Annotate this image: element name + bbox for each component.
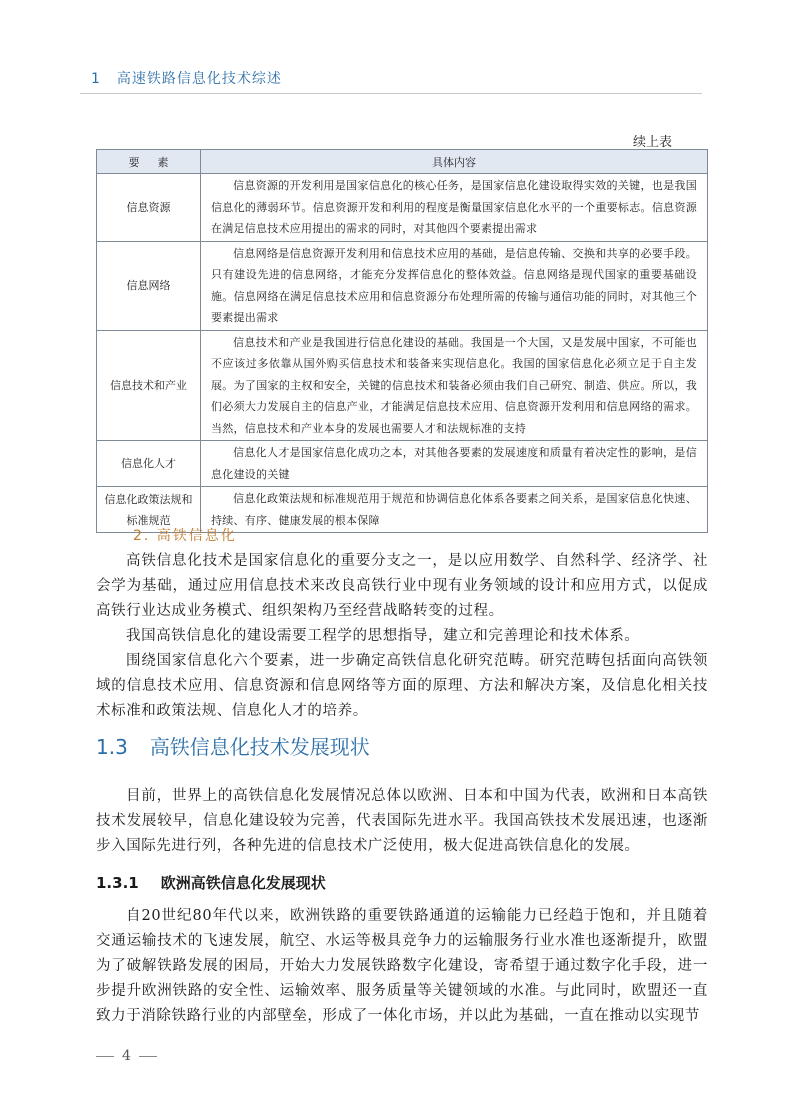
table-row — [97, 330, 708, 441]
row-element-cell: 信息网络 — [97, 241, 201, 330]
body-paragraph: 自20世纪80年代以来，欧洲铁路的重要铁路通道的运输能力已经趋于饱和，并且随着交通运输技术的飞速发展，航空、水运等极具竞争力的运输服务行业水准也逐渐提升，欧盟为了破解铁路发展的困局，开始大力发展铁路数字化建设，寄希望于通过数字化手段，进一步提升欧洲铁路的安全性、运输效率、服务质量等关键领域的水准。与此同时，欧盟还一直致力于消除铁路行业的内部壁垒，形成了一体化市场，并以此为基础，一直在推动以实现节 — [96, 908, 708, 1024]
row-content-cell: 信息技术和产业是我国进行信息化建设的基础。我国是一个大国，又是发展中国家，不可能也不应该过多依靠从国外购买信息技术和装备来实现信息化。我国的国家信息化必须立足于自主发展。为了国家的主权和安全，关键的信息技术和装备必须由我们自己研究、制造、供应。所以，我们必须大力发展自主的信息产业，才能满足信息技术应用、信息资源开发利用和信息网络的需求。当然，信息技术和产业本身的发展也需要人才和法规标准的支持 — [201, 330, 708, 441]
row-element-cell: 信息技术和产业 — [97, 330, 201, 441]
page-number-dash — [139, 1056, 157, 1057]
row-element-cell: 信息化人才 — [97, 441, 201, 487]
chapter-title: 高速铁路信息化技术综述 — [116, 71, 282, 87]
row-content-cell: 信息化人才是国家信息化成功之本，对其他各要素的发展速度和质量有着决定性的影响，是信息化建设的关键 — [201, 441, 708, 487]
section-title: 高铁信息化技术发展现状 — [149, 735, 370, 759]
table-row — [97, 441, 708, 487]
row-content-cell: 信息化政策法规和标准规范用于规范和协调信息化体系各要素之间关系，是国家信息化快速、持续、有序、健康发展的根本保障 — [201, 487, 708, 533]
table-row — [97, 174, 708, 242]
row-content-cell: 信息资源的开发利用是国家信息化的核心任务，是国家信息化建设取得实效的关键，也是我国信息化的薄弱环节。信息资源开发和利用的程度是衡量国家信息化水平的一个重要标志。信息资源在满足信息技术应用提出的需求的同时，对其他四个要素提出需求 — [201, 174, 708, 242]
table-header-row — [97, 150, 708, 174]
subsection-heading — [96, 872, 326, 893]
body-paragraph: 围绕国家信息化六个要素，进一步确定高铁信息化研究范畴。研究范畴包括面向高铁领域的信息技术应用、信息资源和信息网络等方面的原理、方法和解决方案，及信息化相关技术标准和政策法规、信息化人才的培养。 — [96, 653, 708, 719]
body-paragraph: 目前，世界上的高铁信息化发展情况总体以欧洲、日本和中国为代表，欧洲和日本高铁技术发展较早，信息化建设较为完善，代表国际先进水平。我国高铁技术发展迅速，也逐渐步入国际先进行列，各种先进的信息技术广泛使用，极大促进高铁信息化的发展。 — [96, 788, 708, 854]
elements-table — [96, 149, 708, 533]
table-row — [97, 241, 708, 330]
running-header — [91, 68, 282, 88]
chapter-number: 1 — [91, 71, 101, 87]
body-paragraph: 高铁信息化技术是国家信息化的重要分支之一，是以应用数学、自然科学、经济学、社会学为基础，通过应用信息技术来改良高铁行业中现有业务领域的设计和应用方式，以促成高铁行业达成业务模式、组织架构乃至经营战略转变的过程。 — [96, 553, 708, 619]
row-content-cell: 信息网络是信息资源开发利用和信息技术应用的基础，是信息传输、交换和共享的必要手段。只有建设先进的信息网络，才能充分发挥信息化的整体效益。信息网络是现代国家的重要基础设施。信息网络在满足信息技术应用和信息资源分布处理所需的传输与通信功能的同时，对其他三个要素提出需求 — [201, 241, 708, 330]
page-number-dash — [96, 1056, 114, 1057]
row-element-cell: 信息资源 — [97, 174, 201, 242]
subsection-title: 欧洲高铁信息化发展现状 — [160, 874, 326, 892]
subheading-hsr-informatization: 2. 高铁信息化 — [133, 528, 237, 544]
section-number: 1.3 — [96, 735, 128, 759]
table-continued-label: 续上表 — [633, 135, 673, 150]
header-divider — [80, 93, 702, 94]
body-paragraph: 我国高铁信息化的建设需要工程学的思想指导，建立和完善理论和技术体系。 — [126, 628, 640, 644]
page-number — [96, 1048, 157, 1064]
column-header-content: 具体内容 — [201, 150, 708, 174]
subsection-number: 1.3.1 — [96, 874, 139, 892]
section-heading — [96, 731, 370, 760]
column-header-element: 要素 — [97, 150, 201, 174]
page-number-value: 4 — [122, 1048, 131, 1064]
row-element-cell: 信息化政策法规和标准规范 — [97, 487, 201, 533]
